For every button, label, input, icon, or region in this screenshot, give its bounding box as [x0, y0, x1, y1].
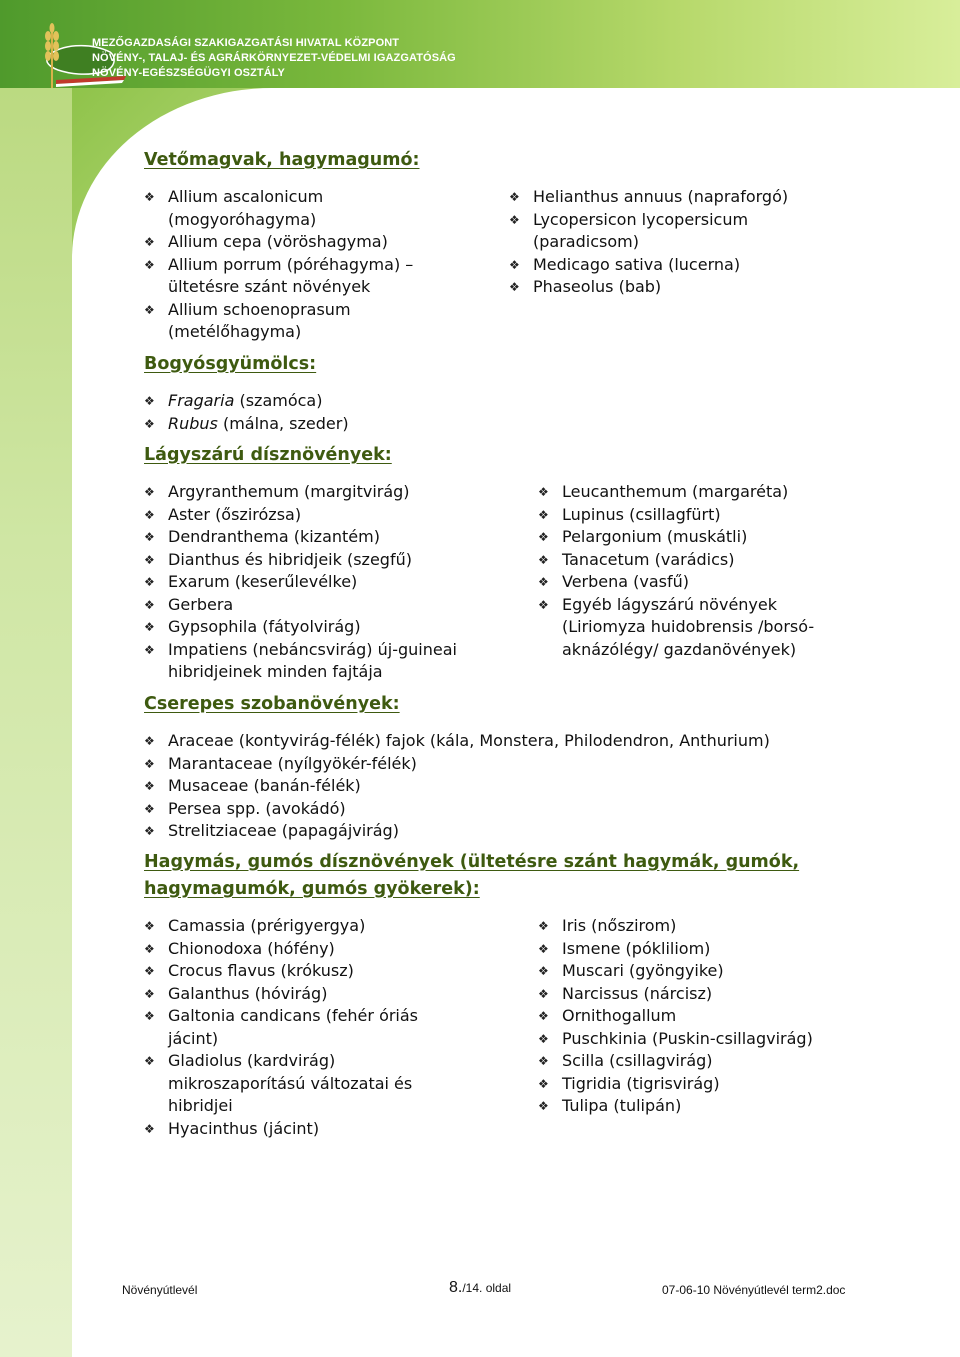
diamond-bullet-icon: ❖	[144, 824, 155, 838]
item-text: Strelitziaceae (papagájvirág)	[168, 821, 399, 840]
list-item	[144, 616, 504, 639]
item-text: Allium ascalonicum	[168, 187, 324, 206]
common-name: (málna, szeder)	[217, 413, 349, 433]
diamond-bullet-icon: ❖	[144, 779, 155, 793]
item-text: Tigridia (tigrisvirág)	[562, 1073, 720, 1093]
diamond-bullet-icon: ❖	[538, 597, 549, 612]
item-text: Lycopersicon lycopersicum	[533, 209, 749, 229]
heading-bogyos: Bogyósgyümölcs:	[144, 354, 317, 374]
item-text: Gerbera	[168, 594, 234, 614]
item-text: Dianthus és hibridjeik (szegfű)	[168, 549, 412, 569]
item-text: mikroszaporítású változatai és	[168, 1073, 413, 1093]
list-item	[538, 571, 858, 594]
common-name: (szamóca)	[234, 391, 323, 410]
list-item	[144, 299, 474, 344]
item-text: Verbena (vasfű)	[562, 572, 690, 591]
item-text: (metélőhagyma)	[168, 322, 302, 341]
diamond-bullet-icon: ❖	[538, 530, 549, 544]
list-item	[144, 390, 544, 413]
item-text: Chionodoxa (hófény)	[168, 938, 335, 958]
list-item	[144, 798, 864, 821]
footer-right: 07-06-10 Növényútlevél term2.doc	[662, 1283, 846, 1297]
diamond-bullet-icon: ❖	[144, 620, 155, 634]
item-text: Dendranthema (kizantém)	[168, 527, 380, 546]
diamond-bullet-icon: ❖	[144, 964, 155, 978]
list-item	[144, 639, 504, 684]
list-item	[538, 1028, 868, 1051]
diamond-bullet-icon: ❖	[538, 507, 549, 522]
item-text: Allium porrum (póréhagyma) –	[168, 254, 414, 274]
diamond-bullet-icon: ❖	[538, 552, 549, 567]
diamond-bullet-icon: ❖	[538, 575, 549, 589]
item-text: Helianthus annuus (napraforgó)	[533, 187, 789, 206]
list-item	[538, 1095, 868, 1118]
diamond-bullet-icon: ❖	[144, 801, 155, 816]
diamond-bullet-icon: ❖	[144, 394, 155, 408]
item-text: Persea spp. (avokádó)	[168, 798, 346, 818]
item-text: Gladiolus (kardvirág)	[168, 1051, 336, 1070]
footer-left: Növényútlevél	[122, 1283, 198, 1297]
diamond-bullet-icon: ❖	[538, 1076, 549, 1091]
list-item	[144, 960, 474, 983]
list-item	[144, 983, 474, 1006]
diamond-bullet-icon: ❖	[144, 986, 155, 1001]
list-item	[509, 186, 839, 209]
item-text: Galanthus (hóvirág)	[168, 983, 328, 1003]
list-item	[144, 571, 504, 594]
heading-hagymas-1: Hagymás, gumós dísznövények (ültetésre szánt hagymák, gumók,	[144, 852, 800, 872]
diamond-bullet-icon: ❖	[509, 280, 520, 294]
list-item	[538, 1050, 868, 1073]
diamond-bullet-icon: ❖	[144, 941, 155, 956]
footer-page-number: 8.	[449, 1279, 463, 1296]
list-item	[538, 915, 868, 938]
diamond-bullet-icon: ❖	[144, 190, 155, 204]
list-hagymas-right	[538, 915, 868, 1118]
item-text: hibridjei	[168, 1096, 233, 1115]
list-item	[509, 254, 839, 277]
item-text: Allium cepa (vöröshagyma)	[168, 232, 388, 251]
item-text: Phaseolus (bab)	[533, 277, 662, 296]
item-text: (mogyoróhagyma)	[168, 209, 317, 229]
diamond-bullet-icon: ❖	[144, 416, 155, 431]
item-text: Ismene (pókliliom)	[562, 938, 711, 958]
diamond-bullet-icon: ❖	[538, 1009, 549, 1023]
footer-page-total: /14. oldal	[462, 1281, 512, 1295]
item-text: Araceae (kontyvirág-félék) fajok (kála, Monstera, Philodendron, Anthurium)	[168, 731, 770, 750]
list-item	[538, 549, 858, 572]
list-item	[144, 231, 474, 254]
item-text: Narcissus (nárcisz)	[562, 983, 713, 1003]
list-item	[144, 1118, 474, 1141]
item-text: Leucanthemum (margaréta)	[562, 482, 789, 501]
heading-cserepes: Cserepes szobanövények:	[144, 694, 400, 714]
diamond-bullet-icon: ❖	[538, 1099, 549, 1113]
item-text: aknázólégy/ gazdanövények)	[562, 639, 797, 659]
item-text: Hyacinthus (jácint)	[168, 1118, 320, 1138]
diamond-bullet-icon: ❖	[144, 257, 155, 272]
diamond-bullet-icon: ❖	[144, 756, 155, 771]
diamond-bullet-icon: ❖	[144, 642, 155, 657]
list-item	[144, 594, 504, 617]
genus-name: Rubus	[168, 413, 218, 433]
item-text: Musaceae (banán-félék)	[168, 776, 361, 795]
diamond-bullet-icon: ❖	[144, 1054, 155, 1068]
diamond-bullet-icon: ❖	[538, 1031, 549, 1046]
list-item	[538, 526, 858, 549]
diamond-bullet-icon: ❖	[509, 190, 520, 204]
list-item	[538, 1005, 868, 1028]
item-text: Egyéb lágyszárú növények	[562, 594, 777, 614]
diamond-bullet-icon: ❖	[144, 485, 155, 499]
heading-vetomag: Vetőmagvak, hagymagumó:	[144, 150, 420, 170]
list-lagyszaru-right	[538, 481, 858, 661]
item-text: ültetésre szánt növények	[168, 277, 371, 296]
list-item	[538, 594, 858, 662]
list-item	[144, 254, 474, 299]
list-item	[509, 276, 839, 299]
item-text: Tulipa (tulipán)	[562, 1096, 682, 1115]
diamond-bullet-icon: ❖	[538, 941, 549, 956]
diamond-bullet-icon: ❖	[144, 919, 155, 933]
diamond-bullet-icon: ❖	[144, 734, 155, 748]
item-text: Tanacetum (varádics)	[562, 549, 735, 569]
diamond-bullet-icon: ❖	[144, 507, 155, 522]
list-item	[538, 1073, 868, 1096]
list-item	[538, 481, 858, 504]
item-text: Crocus flavus (krókusz)	[168, 961, 354, 980]
list-item	[144, 1005, 474, 1050]
item-text: Argyranthemum (margitvirág)	[168, 482, 410, 501]
header-line-2: NÖVÉNY-, TALAJ- ÉS AGRÁRKÖRNYEZET-VÉDELMI IGAZGATÓSÁG	[92, 52, 456, 64]
header-line-3: NÖVÉNY-EGÉSZSÉGÜGYI OSZTÁLY	[92, 67, 285, 79]
list-item	[144, 504, 504, 527]
genus-name: Fragaria	[168, 391, 235, 410]
list-item	[144, 1050, 474, 1118]
list-item	[144, 186, 474, 231]
list-item	[144, 549, 504, 572]
diamond-bullet-icon: ❖	[538, 919, 549, 933]
list-item	[144, 730, 864, 753]
diamond-bullet-icon: ❖	[144, 1009, 155, 1023]
item-text: (paradicsom)	[533, 232, 639, 251]
list-item	[144, 915, 474, 938]
list-item	[144, 938, 474, 961]
list-item	[144, 753, 864, 776]
item-text: Exarum (keserűlevélke)	[168, 572, 358, 591]
item-text: Ornithogallum	[562, 1006, 677, 1025]
item-text: Impatiens (nebáncsvirág) új-guineai	[168, 639, 457, 659]
list-item	[538, 960, 868, 983]
item-text: Puschkinia (Puskin-csillagvirág)	[562, 1028, 813, 1048]
list-item	[509, 209, 839, 254]
header-line-1: MEZŐGAZDASÁGI SZAKIGAZGATÁSI HIVATAL KÖZPONT	[92, 37, 400, 49]
item-text: Lupinus (csillagfürt)	[562, 504, 721, 524]
list-item	[144, 481, 504, 504]
list-item	[144, 413, 544, 436]
diamond-bullet-icon: ❖	[538, 964, 549, 978]
diamond-bullet-icon: ❖	[144, 575, 155, 589]
diamond-bullet-icon: ❖	[144, 235, 155, 249]
diamond-bullet-icon: ❖	[144, 552, 155, 567]
item-text: Allium schoenoprasum	[168, 299, 351, 319]
list-item	[144, 526, 504, 549]
footer-page	[449, 1279, 511, 1297]
list-vetomag-left	[144, 186, 474, 344]
item-text: hibridjeinek minden fajtája	[168, 662, 383, 681]
list-hagymas-left	[144, 915, 474, 1140]
list-item	[144, 820, 864, 843]
item-text: Camassia (prérigyergya)	[168, 916, 366, 935]
diamond-bullet-icon: ❖	[538, 1054, 549, 1068]
item-text: Pelargonium (muskátli)	[562, 527, 748, 546]
item-text: jácint)	[168, 1028, 219, 1048]
diamond-bullet-icon: ❖	[144, 530, 155, 544]
item-text: Scilla (csillagvirág)	[562, 1051, 713, 1070]
diamond-bullet-icon: ❖	[144, 1121, 155, 1136]
list-vetomag-right	[509, 186, 839, 299]
list-item	[538, 504, 858, 527]
diamond-bullet-icon: ❖	[144, 302, 155, 317]
heading-lagyszaru: Lágyszárú dísznövények:	[144, 445, 392, 465]
heading-hagymas-2: hagymagumók, gumós gyökerek):	[144, 879, 480, 899]
diamond-bullet-icon: ❖	[509, 212, 520, 227]
item-text: Iris (nőszirom)	[562, 916, 677, 935]
diamond-bullet-icon: ❖	[538, 986, 549, 1001]
item-text: Gypsophila (fátyolvirág)	[168, 617, 361, 636]
item-text: Medicago sativa (lucerna)	[533, 254, 741, 274]
diamond-bullet-icon: ❖	[144, 597, 155, 612]
item-text: Muscari (gyöngyike)	[562, 961, 724, 980]
diamond-bullet-icon: ❖	[509, 257, 520, 272]
list-item	[538, 938, 868, 961]
diamond-bullet-icon: ❖	[538, 485, 549, 499]
list-lagyszaru-left	[144, 481, 504, 684]
list-cserepes	[144, 730, 864, 843]
list-bogyos	[144, 390, 544, 435]
item-text: Marantaceae (nyílgyökér-félék)	[168, 753, 417, 773]
list-item	[144, 775, 864, 798]
item-text: Aster (őszirózsa)	[168, 504, 302, 524]
list-item	[538, 983, 868, 1006]
item-text: Galtonia candicans (fehér óriás	[168, 1006, 419, 1025]
item-text: (Liriomyza huidobrensis /borsó-	[562, 617, 815, 636]
